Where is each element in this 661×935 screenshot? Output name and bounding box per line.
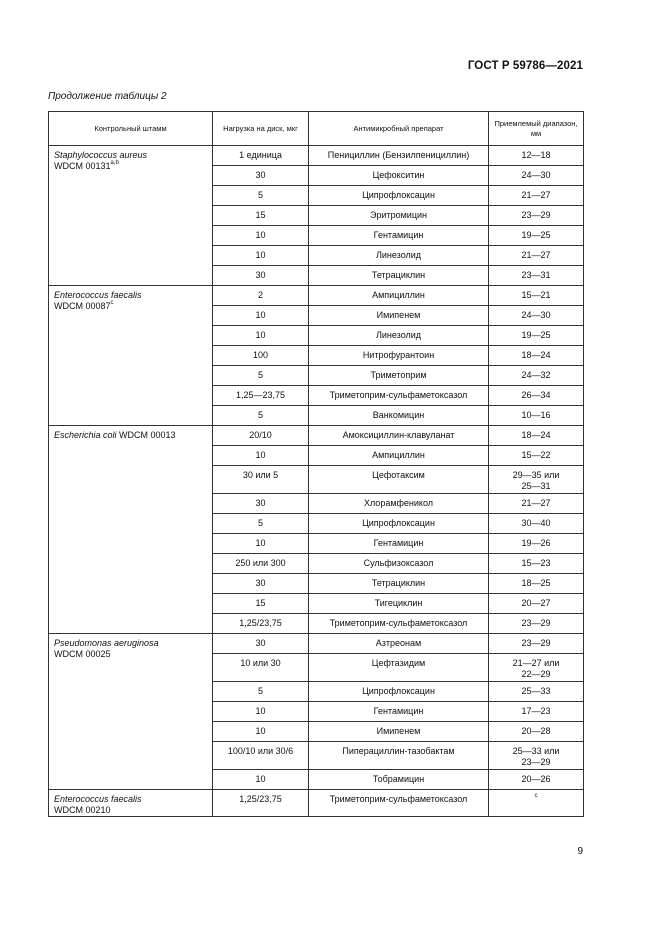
strain-code: WDCM 00013 (116, 430, 176, 440)
table-row (49, 426, 584, 446)
drug-cell: Гентамицин (309, 702, 489, 722)
range-cell: 23—29 (489, 206, 584, 226)
drug-cell: Пенициллин (Бензилпенициллин) (309, 146, 489, 166)
disk-load-cell: 1,25/23,75 (213, 614, 309, 634)
range-cell: 21—27 или 22—29 (489, 654, 584, 682)
table-row (49, 790, 584, 817)
disk-load-cell: 5 (213, 514, 309, 534)
data-table (48, 111, 584, 817)
disk-load-cell: 30 или 5 (213, 466, 309, 494)
strain-cell (49, 790, 213, 817)
range-cell: 24—30 (489, 166, 584, 186)
document-id: ГОСТ Р 59786—2021 (467, 60, 583, 72)
drug-cell: Триметоприм-сульфаметоксазол (309, 614, 489, 634)
drug-cell: Цефотаксим (309, 466, 489, 494)
disk-load-cell: 15 (213, 594, 309, 614)
table-row (49, 286, 584, 306)
range-cell: 23—31 (489, 266, 584, 286)
disk-load-cell: 1 единица (213, 146, 309, 166)
disk-load-cell: 5 (213, 682, 309, 702)
table-row (49, 634, 584, 654)
drug-cell: Хлорамфеникол (309, 494, 489, 514)
drug-cell: Ципрофлоксацин (309, 514, 489, 534)
drug-cell: Тигециклин (309, 594, 489, 614)
drug-cell: Ципрофлоксацин (309, 682, 489, 702)
range-cell: 18—24 (489, 346, 584, 366)
drug-cell: Тобрамицин (309, 770, 489, 790)
column-header-drug: Антимикробный препарат (309, 112, 489, 146)
range-cell: 30—40 (489, 514, 584, 534)
table-header-row (49, 112, 584, 146)
disk-load-cell: 10 (213, 702, 309, 722)
disk-load-cell: 30 (213, 634, 309, 654)
range-cell: 20—26 (489, 770, 584, 790)
drug-cell: Пиперациллин-тазобактам (309, 742, 489, 770)
range-cell: 20—27 (489, 594, 584, 614)
range-cell: 24—30 (489, 306, 584, 326)
disk-load-cell: 2 (213, 286, 309, 306)
range-cell: 12—18 (489, 146, 584, 166)
drug-cell: Азтреонам (309, 634, 489, 654)
disk-load-cell: 10 (213, 226, 309, 246)
range-cell: 15—21 (489, 286, 584, 306)
disk-load-cell: 1,25/23,75 (213, 790, 309, 817)
range-cell: 15—23 (489, 554, 584, 574)
drug-cell: Имипенем (309, 722, 489, 742)
table-caption: Продолжение таблицы 2 (48, 91, 167, 102)
range-cell: 26—34 (489, 386, 584, 406)
drug-cell: Амоксициллин-клавуланат (309, 426, 489, 446)
column-header-load: Нагрузка на диск, мкг (213, 112, 309, 146)
disk-load-cell: 1,25—23,75 (213, 386, 309, 406)
range-cell (489, 790, 584, 817)
strain-species: Enterococcus faecalis (54, 290, 142, 300)
column-header-strain: Контрольный штамм (49, 112, 213, 146)
table-row (49, 146, 584, 166)
disk-load-cell: 5 (213, 186, 309, 206)
strain-cell (49, 634, 213, 790)
range-cell: 23—29 (489, 634, 584, 654)
drug-cell: Имипенем (309, 306, 489, 326)
disk-load-cell: 20/10 (213, 426, 309, 446)
range-cell: 18—25 (489, 574, 584, 594)
range-cell: 15—22 (489, 446, 584, 466)
drug-cell: Триметоприм-сульфаметоксазол (309, 790, 489, 817)
range-cell: 21—27 (489, 246, 584, 266)
range-cell: 24—32 (489, 366, 584, 386)
disk-load-cell: 5 (213, 406, 309, 426)
disk-load-cell: 10 (213, 534, 309, 554)
disk-load-cell: 30 (213, 166, 309, 186)
disk-load-cell: 15 (213, 206, 309, 226)
drug-cell: Цефокситин (309, 166, 489, 186)
strain-species: Pseudomonas aeruginosa (54, 638, 159, 648)
disk-load-cell: 10 (213, 326, 309, 346)
disk-load-cell: 10 (213, 306, 309, 326)
range-cell: 29—35 или 25—31 (489, 466, 584, 494)
range-cell: 25—33 или 23—29 (489, 742, 584, 770)
page-number: 9 (577, 846, 583, 857)
drug-cell: Ампициллин (309, 446, 489, 466)
range-cell: 19—25 (489, 326, 584, 346)
strain-species: Staphylococcus aureus (54, 150, 148, 160)
range-footnote: c (534, 793, 538, 799)
range-cell: 21—27 (489, 186, 584, 206)
range-cell: 19—26 (489, 534, 584, 554)
disk-load-cell: 10 (213, 246, 309, 266)
range-cell: 10—16 (489, 406, 584, 426)
disk-load-cell: 100/10 или 30/6 (213, 742, 309, 770)
range-cell: 20—28 (489, 722, 584, 742)
strain-code: WDCM 00025 (54, 649, 111, 659)
disk-load-cell: 30 (213, 266, 309, 286)
disk-load-cell: 10 или 30 (213, 654, 309, 682)
drug-cell: Тетрациклин (309, 574, 489, 594)
range-cell: 21—27 (489, 494, 584, 514)
strain-footnote: a,b (110, 160, 119, 166)
disk-load-cell: 10 (213, 446, 309, 466)
strain-code: WDCM 00210 (54, 805, 111, 815)
table-body (49, 146, 584, 817)
disk-load-cell: 10 (213, 770, 309, 790)
drug-cell: Сульфизоксазол (309, 554, 489, 574)
drug-cell: Гентамицин (309, 226, 489, 246)
strain-cell (49, 286, 213, 426)
drug-cell: Эритромицин (309, 206, 489, 226)
range-cell: 19—25 (489, 226, 584, 246)
strain-code: WDCM 00087 (54, 301, 111, 311)
range-cell: 23—29 (489, 614, 584, 634)
drug-cell: Линезолид (309, 246, 489, 266)
drug-cell: Цефтазидим (309, 654, 489, 682)
strain-code: WDCM 00131 (54, 161, 111, 171)
strain-species: Escherichia coli (54, 430, 117, 440)
drug-cell: Ампициллин (309, 286, 489, 306)
drug-cell: Триметоприм (309, 366, 489, 386)
strain-cell (49, 426, 213, 634)
drug-cell: Гентамицин (309, 534, 489, 554)
disk-load-cell: 250 или 300 (213, 554, 309, 574)
drug-cell: Триметоприм-сульфаметоксазол (309, 386, 489, 406)
range-cell: 25—33 (489, 682, 584, 702)
range-cell: 18—24 (489, 426, 584, 446)
drug-cell: Линезолид (309, 326, 489, 346)
drug-cell: Нитрофурантоин (309, 346, 489, 366)
disk-load-cell: 5 (213, 366, 309, 386)
disk-load-cell: 30 (213, 574, 309, 594)
disk-load-cell: 30 (213, 494, 309, 514)
disk-load-cell: 100 (213, 346, 309, 366)
range-cell: 17—23 (489, 702, 584, 722)
column-header-range: Приемлемый диапазон, мм (489, 112, 584, 146)
drug-cell: Ципрофлоксацин (309, 186, 489, 206)
strain-cell (49, 146, 213, 286)
drug-cell: Тетрациклин (309, 266, 489, 286)
strain-footnote: c (110, 300, 114, 306)
strain-species: Enterococcus faecalis (54, 794, 142, 804)
disk-load-cell: 10 (213, 722, 309, 742)
drug-cell: Ванкомицин (309, 406, 489, 426)
